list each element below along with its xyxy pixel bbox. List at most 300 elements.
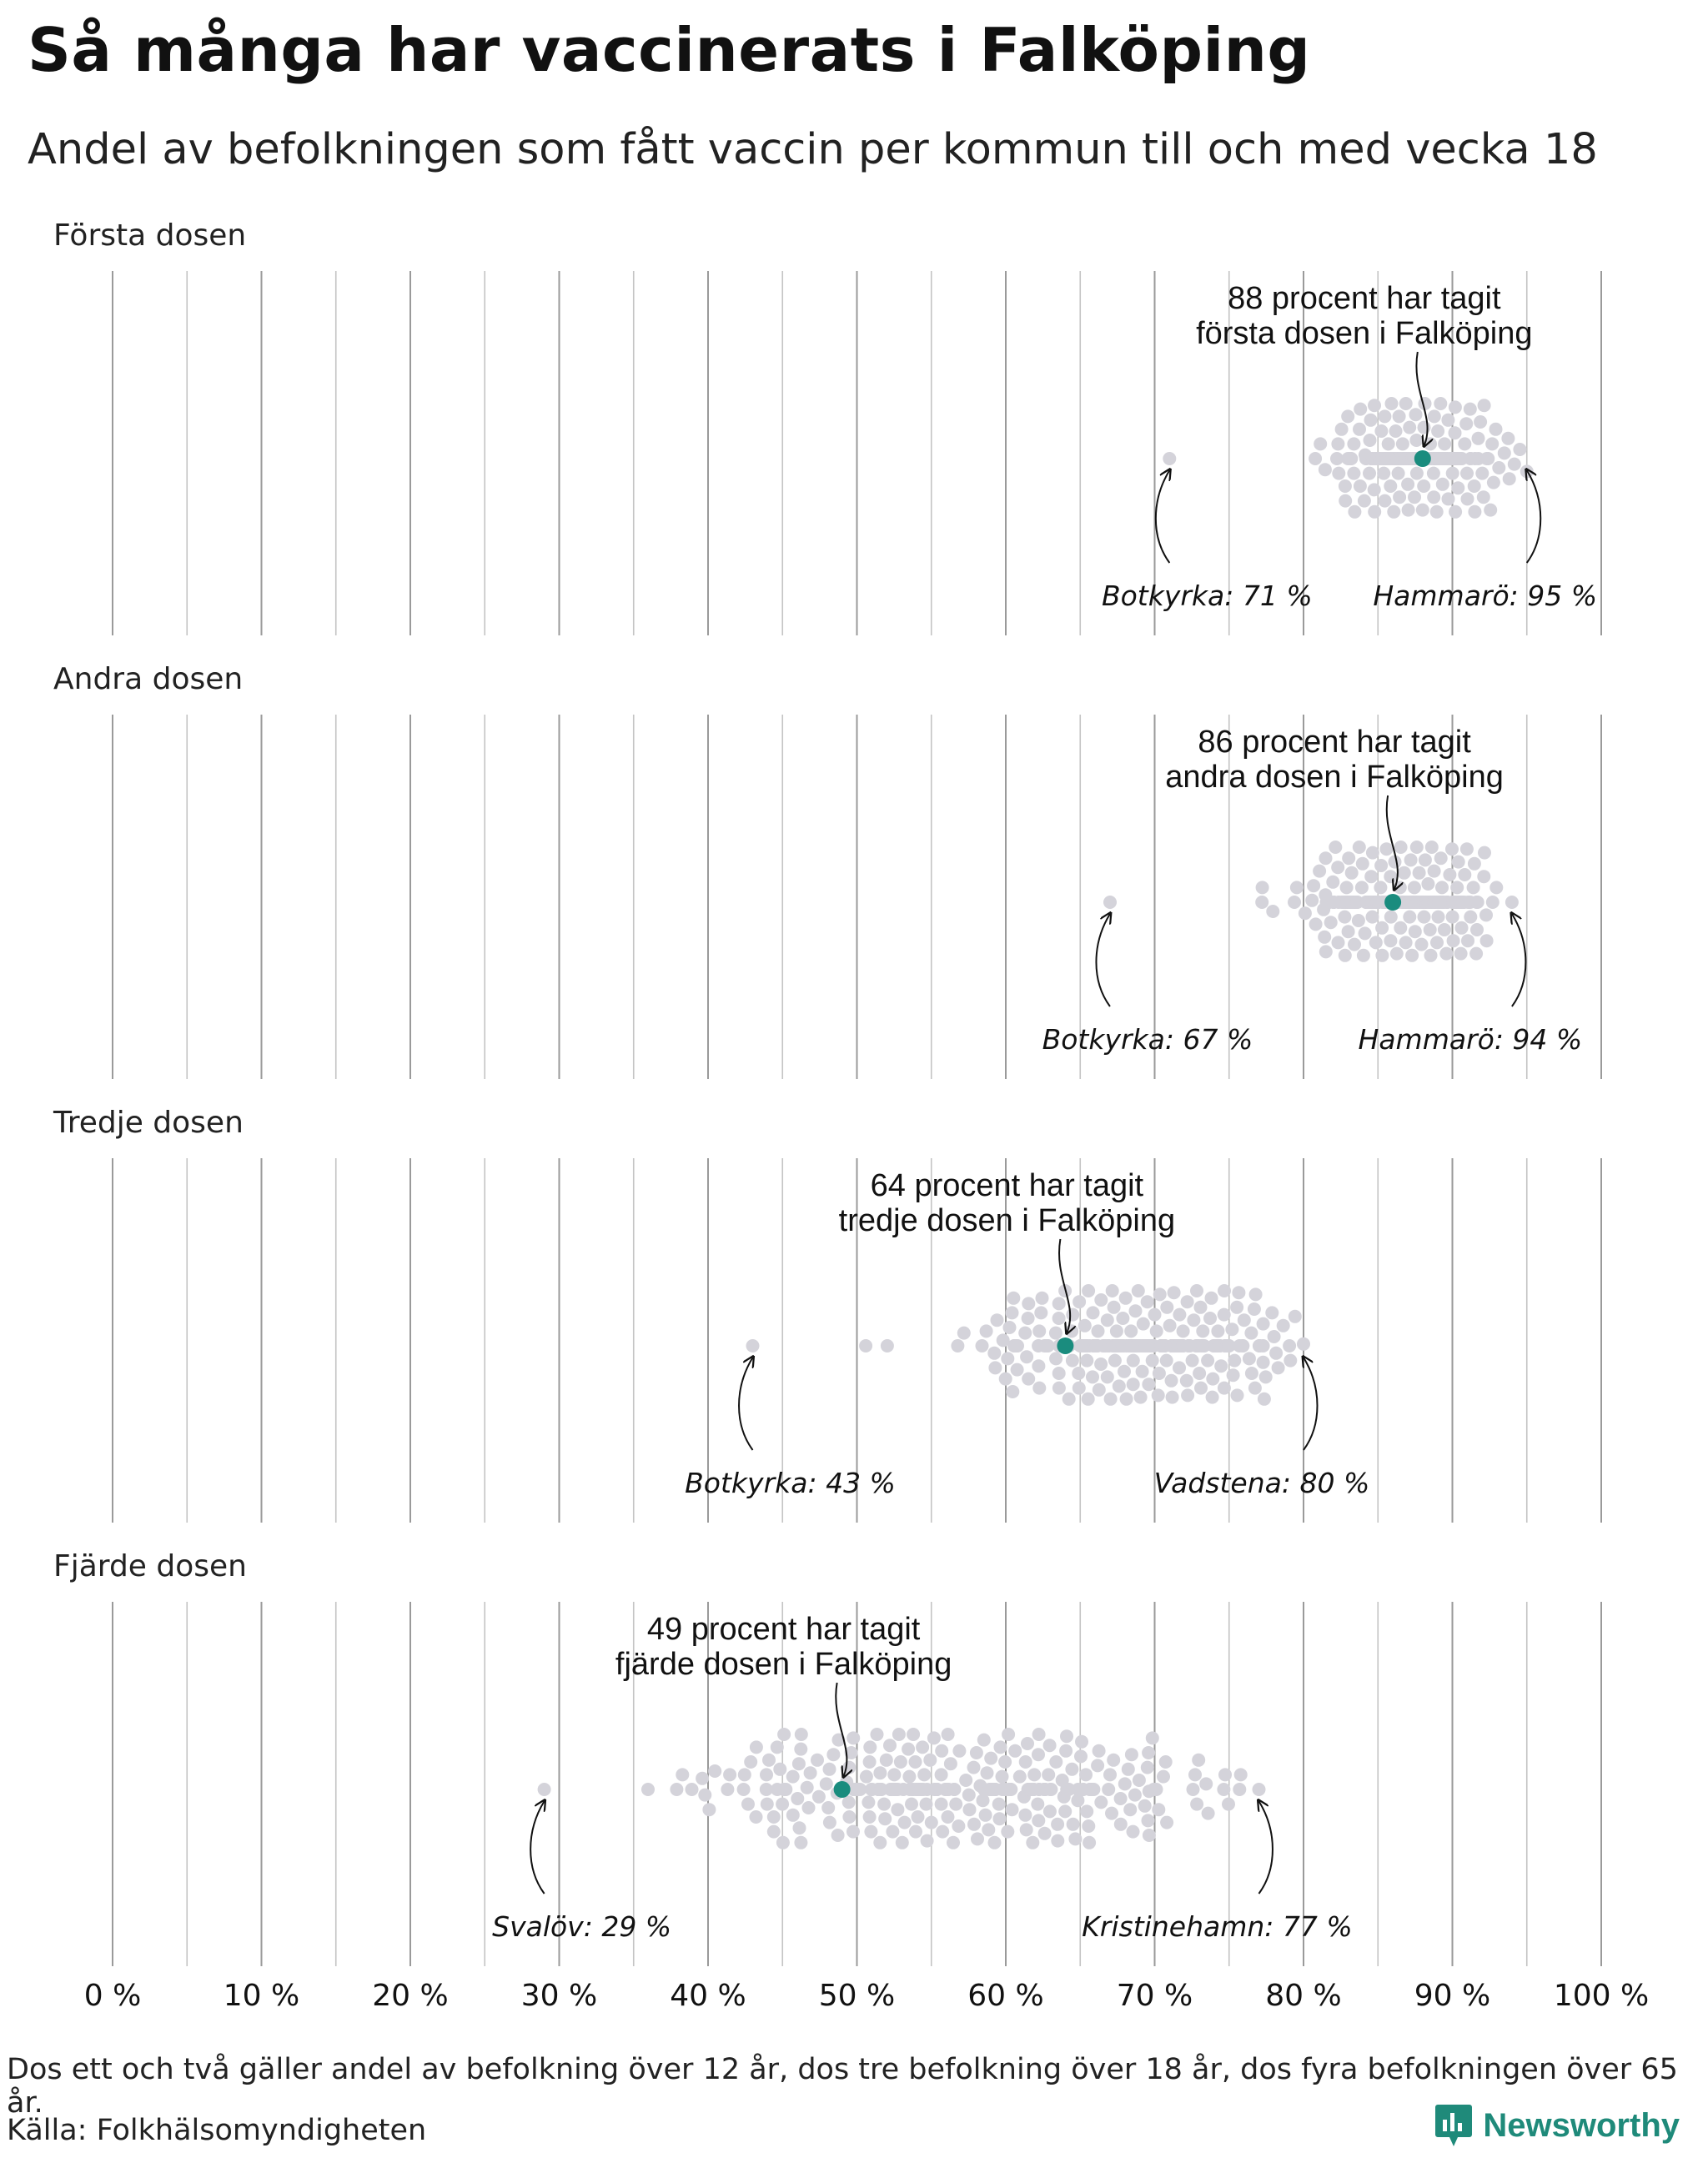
municipality-dot bbox=[1052, 1297, 1066, 1310]
municipality-dot bbox=[1434, 851, 1448, 865]
municipality-dot bbox=[982, 1823, 995, 1836]
municipality-dot bbox=[1513, 443, 1526, 456]
municipality-dot bbox=[776, 1798, 789, 1811]
municipality-dot bbox=[949, 1798, 962, 1811]
municipality-dot bbox=[1451, 481, 1464, 494]
municipality-dot bbox=[1408, 490, 1421, 504]
municipality-dot bbox=[1074, 1749, 1088, 1763]
municipality-dot bbox=[1442, 492, 1455, 505]
municipality-dot bbox=[1032, 1748, 1045, 1761]
municipality-dot bbox=[1326, 876, 1339, 889]
municipality-dot bbox=[936, 1825, 949, 1839]
municipality-dot bbox=[863, 1810, 877, 1824]
municipality-dot bbox=[1255, 896, 1268, 909]
municipality-dot bbox=[804, 1766, 817, 1779]
municipality-dot bbox=[1341, 409, 1354, 423]
municipality-dot bbox=[1342, 925, 1355, 938]
municipality-dot bbox=[1394, 921, 1407, 935]
municipality-dot bbox=[1120, 1393, 1133, 1406]
municipality-dot bbox=[1374, 881, 1387, 894]
municipality-dot bbox=[1217, 1783, 1230, 1796]
municipality-dot bbox=[1484, 504, 1497, 517]
municipality-dot bbox=[996, 1770, 1009, 1784]
municipality-dot bbox=[1013, 1770, 1027, 1784]
municipality-dot bbox=[761, 1798, 774, 1811]
municipality-dot bbox=[988, 1361, 1002, 1374]
municipality-dot bbox=[1104, 1393, 1118, 1406]
municipality-dot bbox=[821, 1801, 835, 1814]
municipality-dot bbox=[1066, 1354, 1079, 1368]
highlight-annotation: tredje dosen i Falköping bbox=[838, 1203, 1176, 1238]
municipality-dot bbox=[1313, 865, 1326, 878]
municipality-dot bbox=[981, 1766, 994, 1779]
municipality-dot bbox=[920, 1798, 933, 1811]
max-label: Hammarö: 95 % bbox=[1373, 580, 1598, 612]
municipality-dot bbox=[1196, 1324, 1209, 1337]
municipality-dot bbox=[942, 1728, 955, 1741]
municipality-dot bbox=[1049, 1352, 1062, 1365]
municipality-dot bbox=[1384, 479, 1397, 493]
municipality-dot bbox=[1206, 1373, 1219, 1386]
municipality-dot bbox=[1355, 881, 1369, 894]
municipality-dot bbox=[1364, 414, 1378, 427]
municipality-dot bbox=[676, 1768, 689, 1781]
panel-1 bbox=[53, 218, 1597, 612]
municipality-dot bbox=[883, 1739, 897, 1752]
municipality-dot bbox=[1399, 397, 1413, 410]
municipality-dot bbox=[1138, 1799, 1152, 1813]
municipality-dot bbox=[1408, 881, 1421, 894]
municipality-dot bbox=[1094, 1293, 1108, 1307]
municipality-dot bbox=[1409, 925, 1422, 938]
municipality-dot bbox=[1345, 866, 1359, 880]
municipality-dot bbox=[1122, 1763, 1135, 1776]
municipality-dot bbox=[1452, 856, 1465, 869]
municipality-dot bbox=[1006, 1306, 1019, 1319]
municipality-dot bbox=[802, 1801, 816, 1814]
municipality-dot bbox=[708, 1764, 721, 1778]
panel-label: Första dosen bbox=[53, 218, 247, 253]
municipality-dot bbox=[1193, 1367, 1206, 1380]
municipality-dot bbox=[1431, 424, 1444, 438]
municipality-dot bbox=[1403, 421, 1416, 434]
municipality-dot bbox=[1340, 881, 1354, 894]
municipality-dot bbox=[1087, 1306, 1100, 1319]
municipality-dot bbox=[1368, 505, 1381, 519]
municipality-dot bbox=[776, 1836, 790, 1849]
municipality-dot bbox=[1245, 1367, 1258, 1380]
municipality-dot bbox=[1446, 911, 1459, 924]
municipality-dot bbox=[1141, 1295, 1154, 1308]
max-label: Hammarö: 94 % bbox=[1358, 1023, 1583, 1056]
municipality-dot bbox=[1441, 414, 1454, 427]
highlight-annotation: 86 procent har tagit bbox=[1198, 725, 1471, 760]
municipality-dot bbox=[1094, 1795, 1108, 1809]
municipality-dot bbox=[1342, 851, 1355, 865]
municipality-dot bbox=[750, 1810, 763, 1824]
municipality-dot bbox=[737, 1783, 751, 1796]
municipality-dot bbox=[1374, 424, 1388, 438]
municipality-dot bbox=[896, 1836, 909, 1849]
municipality-dot bbox=[967, 1818, 981, 1831]
highlight-annotation: första dosen i Falköping bbox=[1196, 316, 1533, 351]
municipality-dot bbox=[1067, 1818, 1080, 1831]
panel-label: Tredje dosen bbox=[53, 1106, 244, 1140]
municipality-dot bbox=[1026, 1836, 1039, 1849]
municipality-dot bbox=[1324, 916, 1338, 929]
municipality-dot bbox=[1413, 866, 1426, 880]
municipality-dot bbox=[859, 1339, 872, 1352]
max-arrow bbox=[1258, 1801, 1273, 1894]
municipality-dot bbox=[1283, 1339, 1296, 1352]
municipality-dot bbox=[767, 1825, 781, 1839]
municipality-dot bbox=[959, 1774, 972, 1787]
municipality-dot bbox=[1398, 866, 1411, 880]
municipality-dot bbox=[1160, 1816, 1173, 1829]
municipality-dot bbox=[1008, 1744, 1022, 1758]
municipality-dot bbox=[1259, 1370, 1273, 1383]
municipality-dot bbox=[1445, 842, 1459, 856]
municipality-dot bbox=[1375, 921, 1389, 935]
municipality-dot bbox=[1401, 478, 1414, 491]
municipality-dot bbox=[1472, 432, 1485, 445]
municipality-dot bbox=[1019, 1755, 1032, 1769]
municipality-dot bbox=[984, 1752, 997, 1765]
municipality-dot bbox=[1166, 1391, 1179, 1404]
municipality-dot bbox=[1110, 1324, 1123, 1337]
municipality-dot bbox=[1116, 1312, 1129, 1325]
municipality-dot bbox=[1106, 1284, 1119, 1297]
municipality-dot bbox=[1108, 1354, 1122, 1368]
min-label: Botkyrka: 71 % bbox=[1101, 580, 1313, 612]
municipality-dot bbox=[1150, 1324, 1163, 1337]
municipality-dot bbox=[1384, 934, 1397, 947]
municipality-dot bbox=[951, 1339, 964, 1352]
municipality-dot bbox=[1043, 1804, 1057, 1818]
municipality-dot bbox=[842, 1810, 856, 1824]
municipality-dot bbox=[1032, 1814, 1045, 1827]
municipality-dot bbox=[811, 1754, 824, 1767]
municipality-dot bbox=[1430, 505, 1444, 519]
municipality-dot bbox=[1319, 463, 1332, 476]
municipality-dot bbox=[1163, 1319, 1177, 1332]
municipality-dot bbox=[873, 1836, 887, 1849]
municipality-dot bbox=[947, 1783, 961, 1796]
municipality-dot bbox=[1203, 1312, 1217, 1325]
municipality-dot bbox=[863, 1740, 877, 1754]
municipality-dot bbox=[952, 1744, 966, 1758]
municipality-dot bbox=[1305, 894, 1319, 907]
municipality-dot bbox=[1339, 949, 1352, 962]
municipality-dot bbox=[1105, 1807, 1118, 1820]
municipality-dot bbox=[1080, 1354, 1093, 1368]
x-tick-label: 50 % bbox=[818, 1979, 896, 2013]
municipality-dot bbox=[641, 1783, 655, 1796]
municipality-dot bbox=[1228, 1354, 1241, 1368]
max-label: Vadstena: 80 % bbox=[1153, 1467, 1370, 1499]
municipality-dot bbox=[773, 1763, 786, 1776]
municipality-dot bbox=[1194, 1301, 1208, 1314]
municipality-dot bbox=[1168, 1286, 1181, 1299]
municipality-dot bbox=[935, 1798, 948, 1811]
municipality-dot bbox=[1352, 914, 1365, 927]
max-arrow bbox=[1512, 914, 1526, 1006]
municipality-dot bbox=[1384, 911, 1398, 924]
municipality-dot bbox=[886, 1825, 899, 1839]
municipality-dot bbox=[1450, 881, 1464, 894]
municipality-dot bbox=[1460, 842, 1474, 856]
municipality-dot bbox=[1103, 1768, 1117, 1781]
municipality-dot bbox=[1073, 1382, 1086, 1395]
municipality-dot bbox=[1136, 1365, 1149, 1378]
municipality-dot bbox=[1470, 923, 1484, 936]
municipality-dot bbox=[823, 1816, 836, 1829]
municipality-dot bbox=[1430, 936, 1444, 949]
municipality-dot bbox=[1160, 1354, 1173, 1368]
municipality-dot bbox=[1032, 1359, 1045, 1373]
municipality-dot bbox=[1118, 1777, 1132, 1790]
municipality-dot bbox=[1364, 434, 1377, 447]
falkoping-dot bbox=[1414, 450, 1431, 467]
municipality-dot bbox=[1148, 1308, 1162, 1322]
municipality-dot bbox=[1052, 1312, 1066, 1325]
municipality-dot bbox=[1079, 1768, 1093, 1781]
municipality-dot bbox=[1233, 1783, 1246, 1796]
panel-4 bbox=[53, 1549, 1353, 1943]
municipality-dot bbox=[1101, 1313, 1114, 1327]
municipality-dot bbox=[992, 1798, 1006, 1811]
municipality-dot bbox=[1153, 1287, 1167, 1301]
municipality-dot bbox=[916, 1740, 929, 1754]
municipality-dot bbox=[1480, 934, 1494, 947]
municipality-dot bbox=[970, 1746, 983, 1759]
municipality-dot bbox=[1036, 1292, 1049, 1305]
municipality-dot bbox=[1190, 1798, 1203, 1811]
municipality-dot bbox=[863, 1755, 877, 1769]
municipality-dot bbox=[894, 1755, 907, 1769]
municipality-dot bbox=[1092, 1324, 1105, 1337]
municipality-dot bbox=[1194, 1382, 1208, 1395]
municipality-dot bbox=[977, 1734, 991, 1747]
municipality-dot bbox=[762, 1754, 776, 1767]
municipality-dot bbox=[1481, 452, 1494, 465]
municipality-dot bbox=[1187, 1313, 1200, 1327]
municipality-dot bbox=[1384, 870, 1397, 883]
municipality-dot bbox=[993, 1812, 1007, 1825]
municipality-dot bbox=[794, 1743, 807, 1756]
municipality-dot bbox=[1354, 479, 1367, 493]
municipality-dot bbox=[1369, 936, 1383, 949]
municipality-dot bbox=[994, 1740, 1007, 1754]
municipality-dot bbox=[1331, 437, 1344, 450]
municipality-dot bbox=[1405, 949, 1419, 962]
panel-2 bbox=[53, 662, 1582, 1056]
municipality-dot bbox=[1380, 842, 1394, 856]
municipality-dot bbox=[1416, 504, 1429, 517]
municipality-dot bbox=[1424, 923, 1437, 936]
municipality-dot bbox=[991, 1313, 1004, 1327]
municipality-dot bbox=[998, 1755, 1012, 1769]
municipality-dot bbox=[1020, 1350, 1033, 1363]
municipality-dot bbox=[1469, 947, 1483, 961]
brand-name: Newsworthy bbox=[1483, 2106, 1680, 2144]
municipality-dot bbox=[999, 1373, 1012, 1386]
x-tick-label: 0 % bbox=[83, 1979, 142, 2013]
municipality-dot bbox=[1421, 877, 1434, 891]
municipality-dot bbox=[902, 1743, 915, 1756]
municipality-dot bbox=[1082, 1393, 1095, 1406]
municipality-dot bbox=[1231, 1388, 1244, 1402]
municipality-dot bbox=[1314, 437, 1327, 450]
municipality-dot bbox=[1387, 505, 1400, 519]
chart-title: Så många har vaccinerats i Falköping bbox=[28, 15, 1311, 85]
municipality-dot bbox=[1177, 1324, 1190, 1337]
municipality-dot bbox=[1474, 415, 1487, 429]
municipality-dot bbox=[1289, 1310, 1302, 1323]
municipality-dot bbox=[1218, 1284, 1231, 1297]
municipality-dot bbox=[1003, 1321, 1017, 1334]
municipality-dot bbox=[1446, 467, 1459, 480]
municipality-dot bbox=[1436, 478, 1449, 491]
municipality-dot bbox=[1119, 1292, 1133, 1305]
municipality-dot bbox=[1393, 409, 1406, 423]
municipality-dot bbox=[1051, 1818, 1064, 1831]
municipality-dot bbox=[957, 1327, 971, 1340]
municipality-dot bbox=[1114, 1792, 1128, 1805]
municipality-dot bbox=[1004, 1783, 1017, 1796]
municipality-dot bbox=[1434, 397, 1447, 410]
municipality-dot bbox=[1103, 896, 1117, 909]
x-tick-label: 70 % bbox=[1116, 1979, 1193, 2013]
municipality-dot bbox=[1007, 1292, 1020, 1305]
municipality-dot bbox=[1348, 505, 1361, 519]
municipality-dot bbox=[1080, 1804, 1093, 1818]
municipality-dot bbox=[1268, 1330, 1281, 1343]
municipality-dot bbox=[898, 1816, 912, 1829]
municipality-dot bbox=[1073, 1295, 1086, 1308]
municipality-dot bbox=[1006, 1385, 1019, 1398]
municipality-dot bbox=[1353, 423, 1366, 436]
municipality-dot bbox=[1021, 1737, 1034, 1750]
min-arrow bbox=[530, 1801, 545, 1894]
footnote: Dos ett och två gäller andel av befolkning över 12 år, dos tre befolkning över 18 år, dos fyra befolkningen över 65 år. bbox=[7, 2053, 1678, 2120]
municipality-dot bbox=[1265, 1306, 1278, 1319]
municipality-dot bbox=[1353, 841, 1366, 854]
municipality-dot bbox=[1022, 1312, 1035, 1325]
municipality-dot bbox=[1409, 408, 1423, 421]
municipality-dot bbox=[1366, 846, 1379, 860]
municipality-dot bbox=[786, 1809, 800, 1822]
municipality-dot bbox=[1319, 851, 1333, 865]
municipality-dot bbox=[909, 1825, 922, 1839]
municipality-dot bbox=[942, 1810, 955, 1824]
municipality-dot bbox=[905, 1798, 918, 1811]
municipality-dot bbox=[1307, 879, 1320, 892]
municipality-dot bbox=[1424, 949, 1438, 962]
municipality-dot bbox=[1206, 1391, 1219, 1404]
municipality-dot bbox=[1257, 1356, 1270, 1369]
municipality-dot bbox=[792, 1757, 806, 1770]
municipality-dot bbox=[1375, 949, 1389, 962]
municipality-dot bbox=[1309, 452, 1322, 465]
municipality-dot bbox=[1339, 479, 1352, 493]
municipality-dot bbox=[1142, 1814, 1155, 1827]
municipality-dot bbox=[1128, 1789, 1142, 1802]
municipality-dot bbox=[1205, 1292, 1218, 1305]
municipality-dot bbox=[1418, 911, 1431, 924]
municipality-dot bbox=[1358, 494, 1371, 508]
municipality-dot bbox=[1107, 1754, 1120, 1767]
municipality-dot bbox=[1031, 1798, 1044, 1811]
municipality-dot bbox=[1258, 1393, 1271, 1406]
municipality-dot bbox=[1427, 467, 1440, 480]
municipality-dot bbox=[1438, 923, 1451, 936]
municipality-dot bbox=[1447, 934, 1460, 947]
municipality-dot bbox=[1454, 947, 1468, 961]
municipality-dot bbox=[1160, 1301, 1173, 1314]
municipality-dot bbox=[791, 1792, 804, 1805]
municipality-dot bbox=[1309, 917, 1323, 931]
municipality-dot bbox=[1141, 1761, 1154, 1774]
municipality-dot bbox=[801, 1781, 814, 1794]
newsworthy-logo-icon bbox=[1434, 2103, 1473, 2148]
municipality-dot bbox=[1378, 409, 1391, 423]
municipality-dot bbox=[1468, 857, 1481, 871]
municipality-dot bbox=[1101, 1370, 1114, 1383]
municipality-dot bbox=[902, 1770, 916, 1784]
municipality-dot bbox=[1001, 1825, 1014, 1839]
municipality-dot bbox=[1449, 400, 1462, 414]
municipality-dot bbox=[1060, 1729, 1073, 1743]
municipality-dot bbox=[1377, 467, 1390, 480]
municipality-dot bbox=[1478, 399, 1491, 412]
municipality-dot bbox=[1180, 1374, 1193, 1388]
municipality-dot bbox=[1257, 1317, 1270, 1331]
municipality-dot bbox=[1118, 1365, 1131, 1378]
municipality-dot bbox=[1403, 911, 1416, 924]
municipality-dot bbox=[702, 1803, 716, 1816]
municipality-dot bbox=[1078, 1319, 1092, 1332]
municipality-dot bbox=[1390, 947, 1404, 961]
municipality-dot bbox=[538, 1783, 551, 1796]
municipality-dot bbox=[1449, 505, 1462, 519]
municipality-dot bbox=[1443, 868, 1456, 881]
municipality-dot bbox=[860, 1770, 873, 1784]
municipality-dot bbox=[1137, 1317, 1150, 1331]
x-tick-label: 100 % bbox=[1553, 1979, 1650, 2013]
x-tick-label: 40 % bbox=[670, 1979, 746, 2013]
municipality-dot bbox=[1127, 1378, 1140, 1391]
municipality-dot bbox=[1133, 1774, 1146, 1787]
municipality-dot bbox=[1044, 1783, 1057, 1796]
x-tick-label: 60 % bbox=[967, 1979, 1044, 2013]
municipality-dot bbox=[1059, 1744, 1073, 1758]
municipality-dot bbox=[1218, 1382, 1231, 1395]
municipality-dot bbox=[1152, 1803, 1165, 1816]
municipality-dot bbox=[963, 1803, 977, 1816]
municipality-dot bbox=[1477, 870, 1490, 883]
municipality-dot bbox=[1020, 1823, 1033, 1836]
municipality-dot bbox=[1173, 1361, 1186, 1374]
municipality-dot bbox=[935, 1744, 948, 1758]
municipality-dot bbox=[1018, 1327, 1032, 1340]
municipality-dot bbox=[1299, 906, 1312, 920]
municipality-dot bbox=[935, 1768, 948, 1781]
municipality-dot bbox=[1027, 1768, 1041, 1781]
municipality-dot bbox=[741, 1798, 755, 1811]
highlight-annotation: fjärde dosen i Falköping bbox=[615, 1647, 952, 1682]
municipality-dot bbox=[1218, 1308, 1231, 1322]
